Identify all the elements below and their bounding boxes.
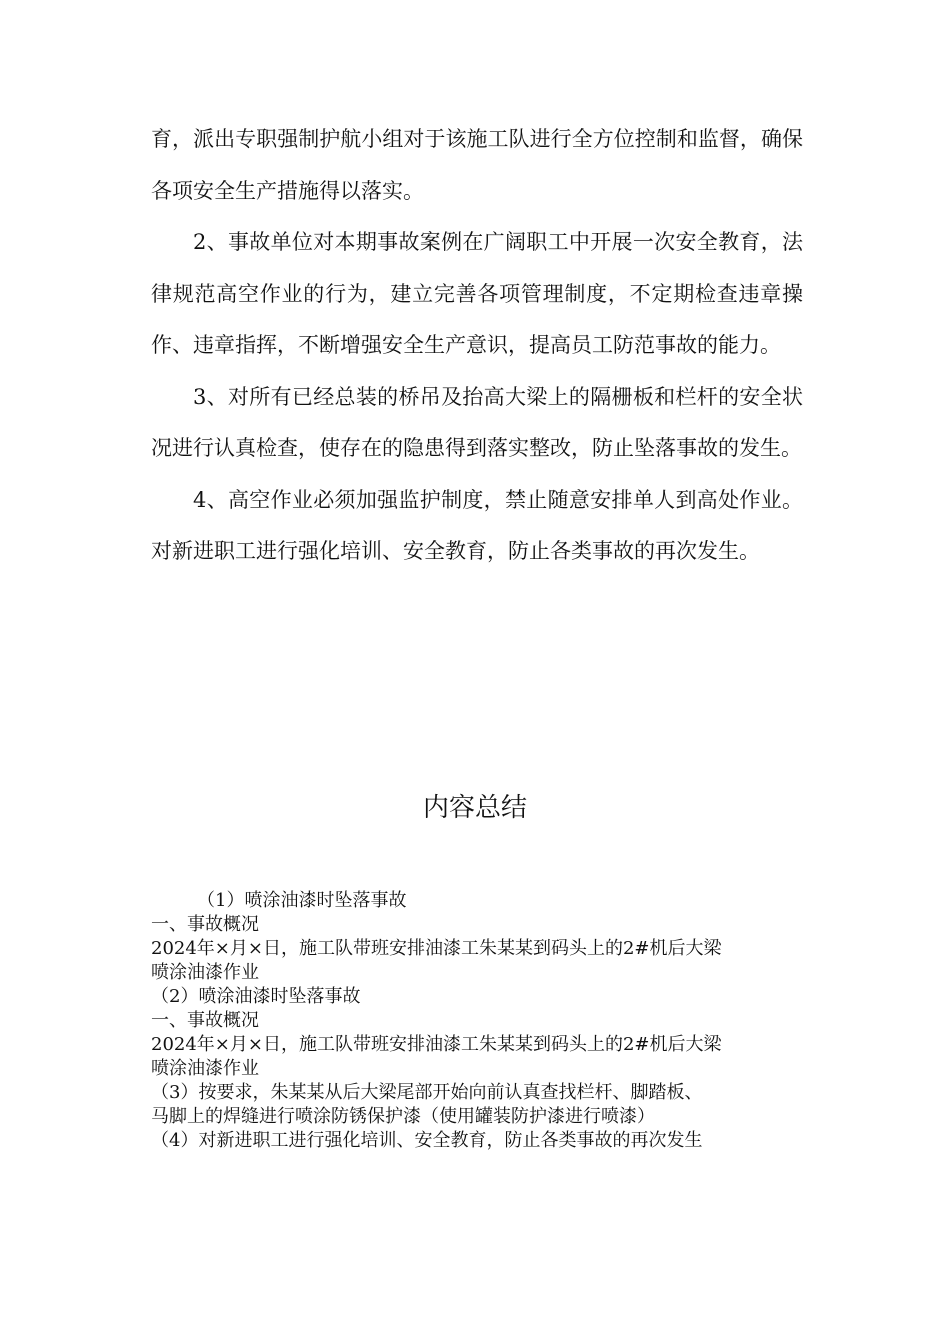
summary-line: （3）按要求，朱某某从后大梁尾部开始向前认真查找栏杆、脚踏板、 (151, 1082, 703, 1103)
summary-body (151, 889, 811, 1153)
summary-line: （1）喷涂油漆时坠落事故 (197, 890, 407, 911)
document-body (151, 114, 803, 578)
paragraph-item-4: 4、高空作业必须加强监护制度，禁止随意安排单人到高处作业。对新进职工进行强化培训、安全教育，防止各类事故的再次发生。 (151, 487, 803, 563)
summary-line: 喷涂油漆作业 (151, 962, 259, 983)
summary-line: 一、事故概况 (151, 914, 259, 935)
summary-line: 2024年×月×日，施工队带班安排油漆工朱某某到码头上的2#机后大梁 (151, 938, 722, 959)
summary-line: （4）对新进职工进行强化培训、安全教育，防止各类事故的再次发生 (151, 1130, 703, 1151)
summary-line: （2）喷涂油漆时坠落事故 (151, 986, 361, 1007)
summary-title: 内容总结 (422, 793, 527, 823)
summary-line: 2024年×月×日，施工队带班安排油漆工朱某某到码头上的2#机后大梁 (151, 1034, 722, 1055)
paragraph-item-3: 3、对所有已经总装的桥吊及抬高大梁上的隔栅板和栏杆的安全状况进行认真检查，使存在的隐患得到落实整改，防止坠落事故的发生。 (151, 384, 803, 460)
summary-line: 一、事故概况 (151, 1010, 259, 1031)
summary-line: 喷涂油漆作业 (151, 1058, 259, 1079)
paragraph-continuation: 育，派出专职强制护航小组对于该施工队进行全方位控制和监督，确保各项安全生产措施得以落实。 (151, 127, 803, 203)
paragraph-item-2: 2、事故单位对本期事故案例在广阔职工中开展一次安全教育，法律规范高空作业的行为，建立完善各项管理制度，不定期检查违章操作、违章指挥，不断增强安全生产意识，提高员工防范事故的能力。 (151, 230, 803, 357)
summary-line: 马脚上的焊缝进行喷涂防锈保护漆（使用罐装防护漆进行喷漆） (151, 1106, 655, 1127)
